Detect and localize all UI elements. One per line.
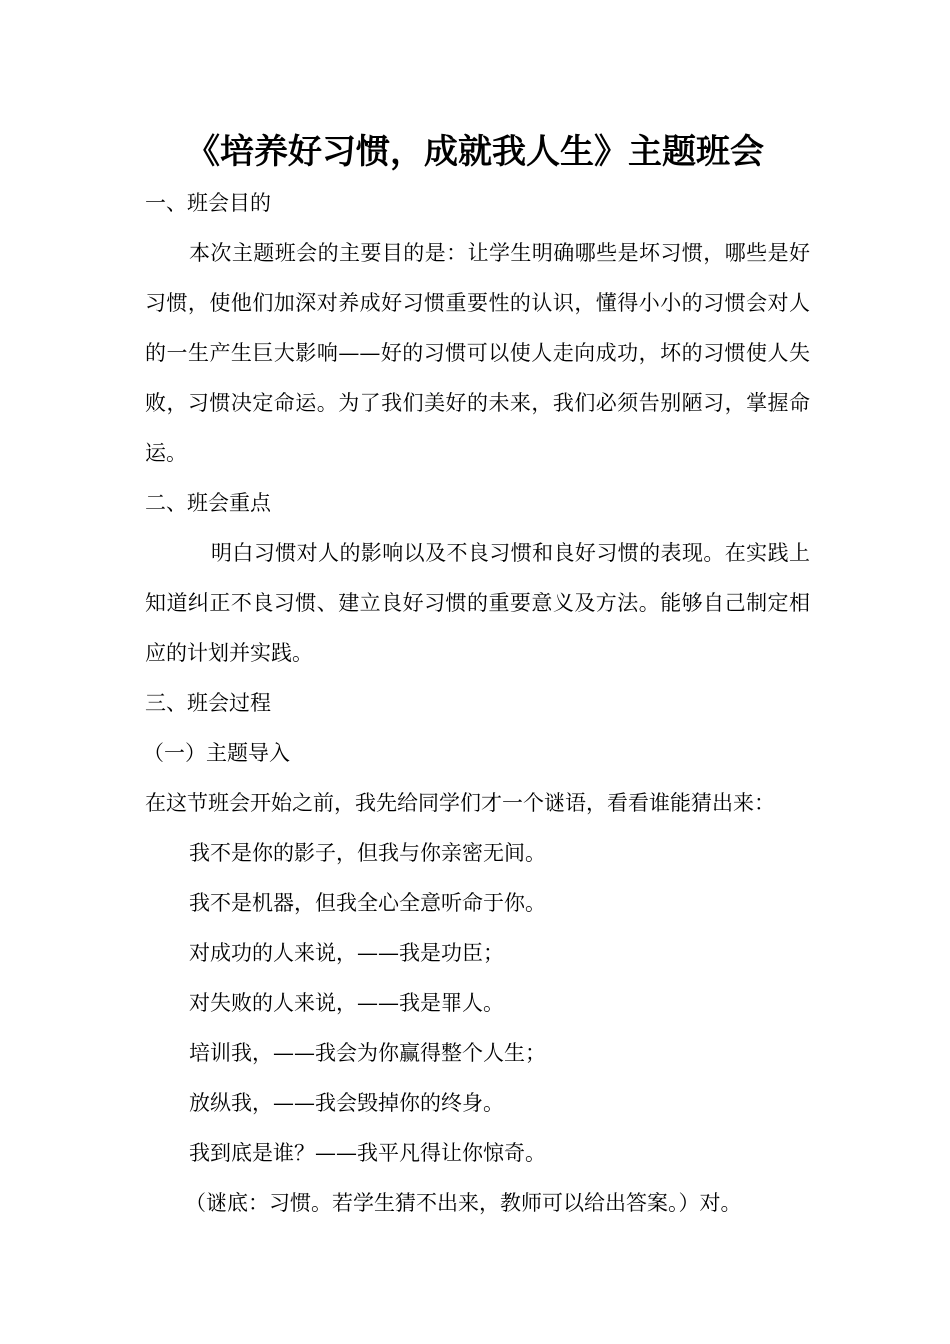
riddle-line: 对成功的人来说，——我是功臣； bbox=[189, 941, 504, 965]
riddle-line: 放纵我，——我会毁掉你的终身。 bbox=[189, 1091, 504, 1115]
section-heading-focus: 二、班会重点 bbox=[145, 491, 271, 515]
document-body bbox=[145, 178, 810, 1228]
riddle-line: 培训我，——我会为你赢得整个人生； bbox=[189, 1041, 546, 1065]
document-title: 《培养好习惯，成就我人生》主题班会 bbox=[186, 132, 764, 172]
riddle-line: 对失败的人来说，——我是罪人。 bbox=[189, 991, 504, 1015]
subsection-heading-intro: （一）主题导入 bbox=[143, 741, 290, 765]
riddle-line: 我不是机器，但我全心全意听命于你。 bbox=[189, 891, 546, 915]
section-heading-purpose: 一、班会目的 bbox=[145, 191, 271, 215]
riddle-answer: （谜底：习惯。若学生猜不出来，教师可以给出答案。）对。 bbox=[185, 1191, 742, 1215]
intro-text: 在这节班会开始之前，我先给同学们才一个谜语，看看谁能猜出来： bbox=[145, 791, 775, 815]
section-paragraph-focus: 明白习惯对人的影响以及不良习惯和良好习惯的表现。在实践上知道纠正不良习惯、建立良好习惯的重要意义及方法。能够自己制定相应的计划并实践。 bbox=[145, 541, 810, 665]
section-paragraph-purpose: 本次主题班会的主要目的是：让学生明确哪些是坏习惯，哪些是好习惯，使他们加深对养成好习惯重要性的认识，懂得小小的习惯会对人的一生产生巨大影响——好的习惯可以使人走向成功，坏的习惯使人失败，习惯决定命运。为了我们美好的未来，我们必须告别陋习，掌握命运。 bbox=[145, 241, 810, 465]
riddle-line: 我到底是谁？——我平凡得让你惊奇。 bbox=[189, 1141, 546, 1165]
section-heading-process: 三、班会过程 bbox=[145, 691, 271, 715]
riddle-line: 我不是你的影子，但我与你亲密无间。 bbox=[189, 841, 546, 865]
